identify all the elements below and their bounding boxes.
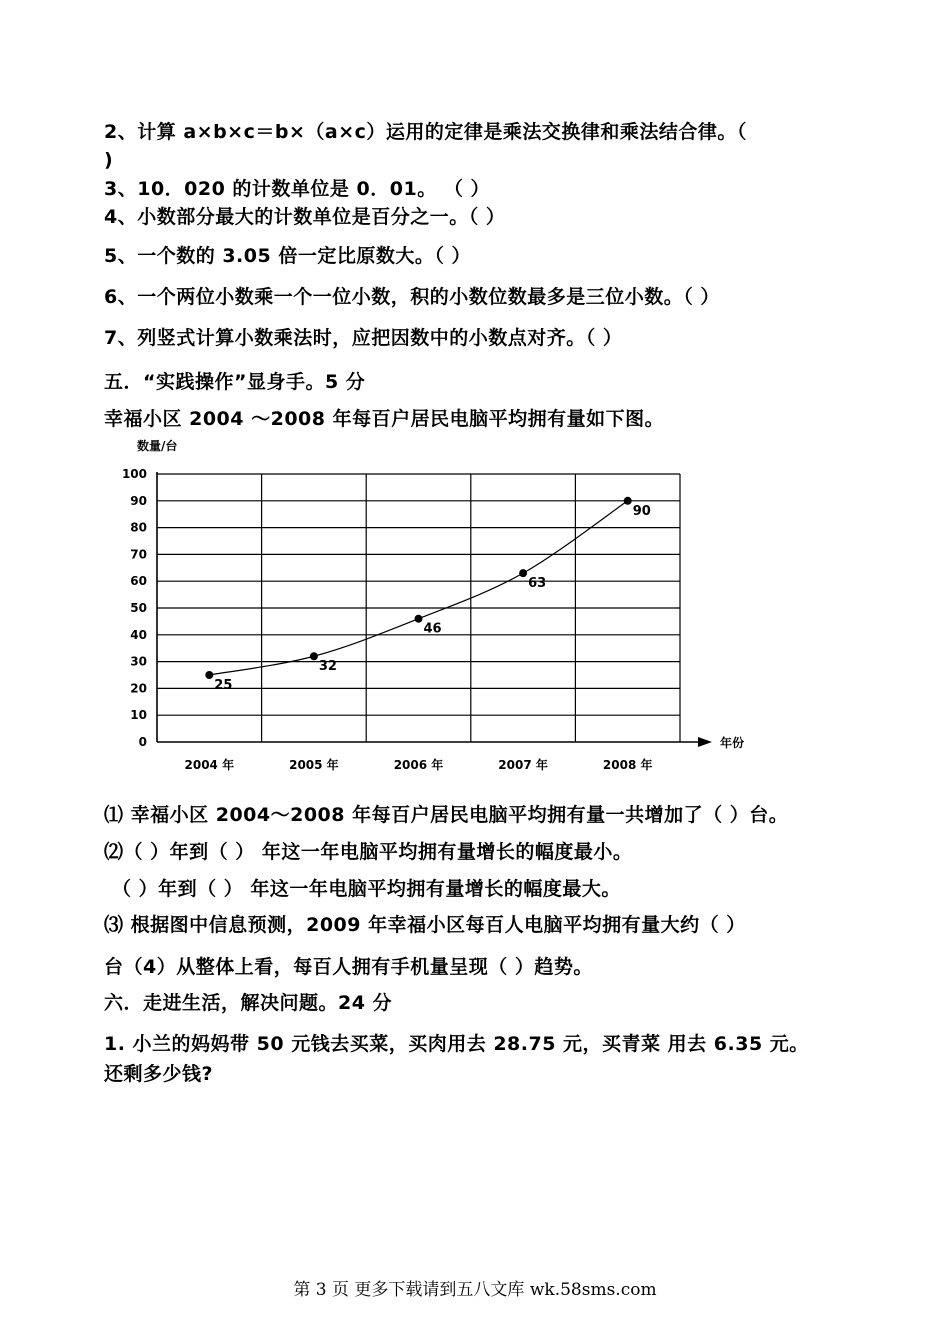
chart-question-4: 台（4）从整体上看，每百人拥有手机量呈现（ ）趋势。: [104, 956, 593, 978]
series-line: [209, 501, 627, 675]
data-label: 46: [423, 621, 442, 637]
y-tick-label: 70: [130, 547, 147, 562]
section6-question-1: 1. 小兰的妈妈带 50 元钱去买菜，买肉用去 28.75 元，买青菜 用去 6.35 元。: [104, 1033, 809, 1055]
page-footer: 第 3 页 更多下载请到五八文库 wk.58sms.com: [293, 1280, 657, 1300]
x-tick-label: 2007 年: [498, 758, 548, 772]
chart-question-2b: （ ）年到（ ） 年这一年电脑平均拥有量增长的幅度最大。: [112, 878, 621, 900]
data-point: [624, 497, 632, 505]
tf-question-2: 2、计算 a×b×c＝b×（a×c）运用的定律是乘法交换律和乘法结合律。（: [104, 121, 747, 143]
section5-intro: 幸福小区 2004 ～2008 年每百户居民电脑平均拥有量如下图。: [104, 408, 665, 430]
chart-question-3: ⑶ 根据图中信息预测，2009 年幸福小区每百人电脑平均拥有量大约（ ）: [104, 914, 746, 936]
x-tick-label: 2004 年: [184, 758, 235, 772]
tf-question-2-cont: ): [104, 149, 114, 171]
y-tick-label: 30: [130, 654, 147, 669]
tf-question-5: 5、一个数的 3.05 倍一定比原数大。（ ）: [104, 245, 471, 267]
line-chart-svg: [110, 432, 790, 772]
y-axis-label: 数量/台: [137, 439, 178, 453]
data-point: [519, 569, 527, 577]
data-point: [205, 671, 213, 679]
y-tick-label: 90: [130, 493, 147, 508]
data-label: 32: [318, 659, 337, 675]
section6-heading: 六．走进生活，解决问题。24 分: [104, 992, 393, 1014]
data-label: 90: [632, 503, 651, 519]
y-tick-label: 100: [121, 467, 147, 481]
y-tick-label: 60: [130, 574, 147, 589]
y-tick-label: 50: [130, 601, 147, 615]
x-tick-label: 2006 年: [393, 758, 444, 772]
x-tick-label: 2005 年: [289, 758, 339, 772]
x-axis-label: 年份: [720, 736, 745, 750]
y-tick-label: 80: [130, 520, 147, 535]
y-tick-label: 0: [138, 735, 147, 749]
section6-question-1-cont: 还剩多少钱?: [104, 1063, 214, 1085]
data-point: [415, 615, 423, 623]
chart-question-1: ⑴ 幸福小区 2004～2008 年每百户居民电脑平均拥有量一共增加了（ ）台。: [104, 804, 789, 826]
tf-question-6: 6、一个两位小数乘一个一位小数，积的小数位数最多是三位小数。（ ）: [104, 286, 720, 308]
tf-question-4: 4、小数部分最大的计数单位是百分之一。（ ）: [104, 206, 506, 228]
data-label: 25: [214, 678, 233, 693]
chart-question-2: ⑵（ ）年到（ ） 年这一年电脑平均拥有量增长的幅度最小。: [104, 841, 633, 863]
y-tick-label: 20: [130, 681, 147, 696]
x-axis-arrow: [698, 737, 712, 747]
y-tick-label: 10: [130, 708, 147, 723]
data-label: 63: [528, 576, 547, 592]
y-tick-label: 40: [130, 627, 147, 642]
x-tick-label: 2008 年: [602, 758, 653, 772]
line-chart: [110, 432, 790, 772]
data-point: [310, 652, 318, 660]
tf-question-7: 7、列竖式计算小数乘法时，应把因数中的小数点对齐。（ ）: [104, 327, 623, 349]
section5-heading: 五．“实践操作”显身手。5 分: [104, 371, 366, 393]
tf-question-3: 3、10．020 的计数单位是 0．01。 （ ）: [104, 178, 490, 200]
